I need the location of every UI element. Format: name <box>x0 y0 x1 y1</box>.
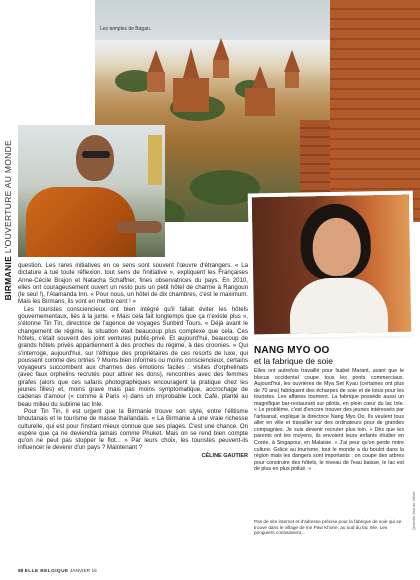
author-signature: CÉLINE GAUTIER <box>201 452 248 459</box>
article-body <box>18 262 248 460</box>
photo-caption: Les temples de Bagan. <box>100 26 152 32</box>
sidebar-note: Pas de site internet et d'adresse précise pour la fabrique de soie qui se trouve dans le village de Inn Paw Khone, au sud du lac Inle. Les piroguiers connaissent... <box>254 519 402 536</box>
nang-myo-oo-portrait <box>252 195 411 335</box>
magazine-name: ELLE BELGIQUE <box>24 569 69 574</box>
sidebar-text: Elles ont autrefois travaillé pour Isabel Marant, avant que le blocus occidental coupe tous les ponts commerciaux. Aujourd'hui, les ouvrières de Mya Set Kyau (certaines ont plus de 70 ans) fabriquent des écharpes de soie et de lotus pour les touristes. Les affaires tournent. La fabrique possède aussi un magnifique bar-restaurant sur pilotis, en plein cœur du lac Inle. « Le problème, c'est d'encore trouver des jeunes intéressés par l'artisanat, explique la directrice Nang Myo Oo. Ils veulent tous aller en ville et travailler sur des ordinateurs pour de grandes compagnies. Je suis devenir recruter plus loin. » Dès que les parents ont les moyens, ils envoient leurs enfants étudier en Corée, à Singapour, en Malaisie. « J'ai peur qu'on perde notre culture. Grâce au tourisme, tout le monde a du boulot dans la région mais les dangers sont importants : on coupe des arbres pour construire des hôtels, le niveau de l'eau baisse, le lac est de plus en plus pollué. » <box>254 368 404 473</box>
section-title-bold: BIRMANIE <box>3 255 13 301</box>
article-paragraph-1: question. Les rares initiatives en ce sens sont souvent l'œuvre d'étrangers. « La dictature a tué toute réflexion, tout sens de l'initiative », expliquent les Françaises Anne-Cécile Brajon et Natacha Schaffner, fines observatrices du pays. En 2010, elles ont courageusement ouvert un resto puis un petit hôtel de charme à Rangoun (le seul !), l'Alamanda Inn. « Pour nous, un hôtel de dix chambres, c'est le maximum. Mais les Birmans, ils vont en mettre cent ! » <box>18 262 248 306</box>
sidebar-title: NANG MYO OO <box>254 345 330 356</box>
photo-credit: Quentin Van de Velde <box>411 491 416 530</box>
sidebar-subtitle: et la fabrique de soie <box>254 356 333 366</box>
section-title-light: L'OUVERTURE AU MONDE <box>3 140 13 254</box>
section-title <box>3 140 13 300</box>
monk-photo <box>18 125 165 257</box>
page-number: 88 <box>18 569 24 574</box>
article-paragraph-3: Pour Tin Tin, il est urgent que la Birmanie trouve son style, entre l'élitisme bhoutanais et le tourisme de masse thaïlandais. « La Birmanie a une vraie richesse culturelle, qui est pour l'instant mieux connue que ses plages. C'est une chance. On espère que ça ne deviendra jamais comme Phuket. Mais on se rend bien compte qu'on ne peut pas stopper le flot... » Par leurs choix, les touristes peuvent-ils influencer le devenir d'un pays ? Maintenant ? <box>18 407 248 452</box>
page-footer <box>18 569 97 574</box>
issue-date: JANVIER 15 <box>69 569 97 574</box>
article-paragraph-2: Les touristes consciencieux ont bien intégré qu'il fallait éviter les hôtels gouvernementaux, liés à la junte. « Mais cela fait longtemps que ça n'existe plus », s'étonne Tin Tin, directrice de l'agence de voyages Sunbird Tours. « Déjà avant le changement de régime, la situation était beaucoup plus complexe que cela. Ces hôtels, c'était souvent des joint ventures public-privé. Et aujourd'hui, beaucoup de grands hôtels privés appartiennent à des proches du régime, à des croonies. » Qui s'interroge, aujourd'hui, sur l'éthique des propriétaires de ces resorts de luxe, qui poussent comme des ortries ? Moins bien informés ou moins consciencieux, certains voyageurs succombent aux charmes des émotions faciles : visites d'orphelinats (avec faux orphelins recrutés pour attirer les dons), rencontres avec des femmes girafes (alors que ces safaris photographiques encouragent la pratique chez les jeunes filles) et, moins grave mais pas moins symptomatique, accrochage de cadenas d'amour (« comme à Paris ») dans un improbable Lock Café, planté au beau milieu du sublime lac Inle. <box>18 305 248 408</box>
